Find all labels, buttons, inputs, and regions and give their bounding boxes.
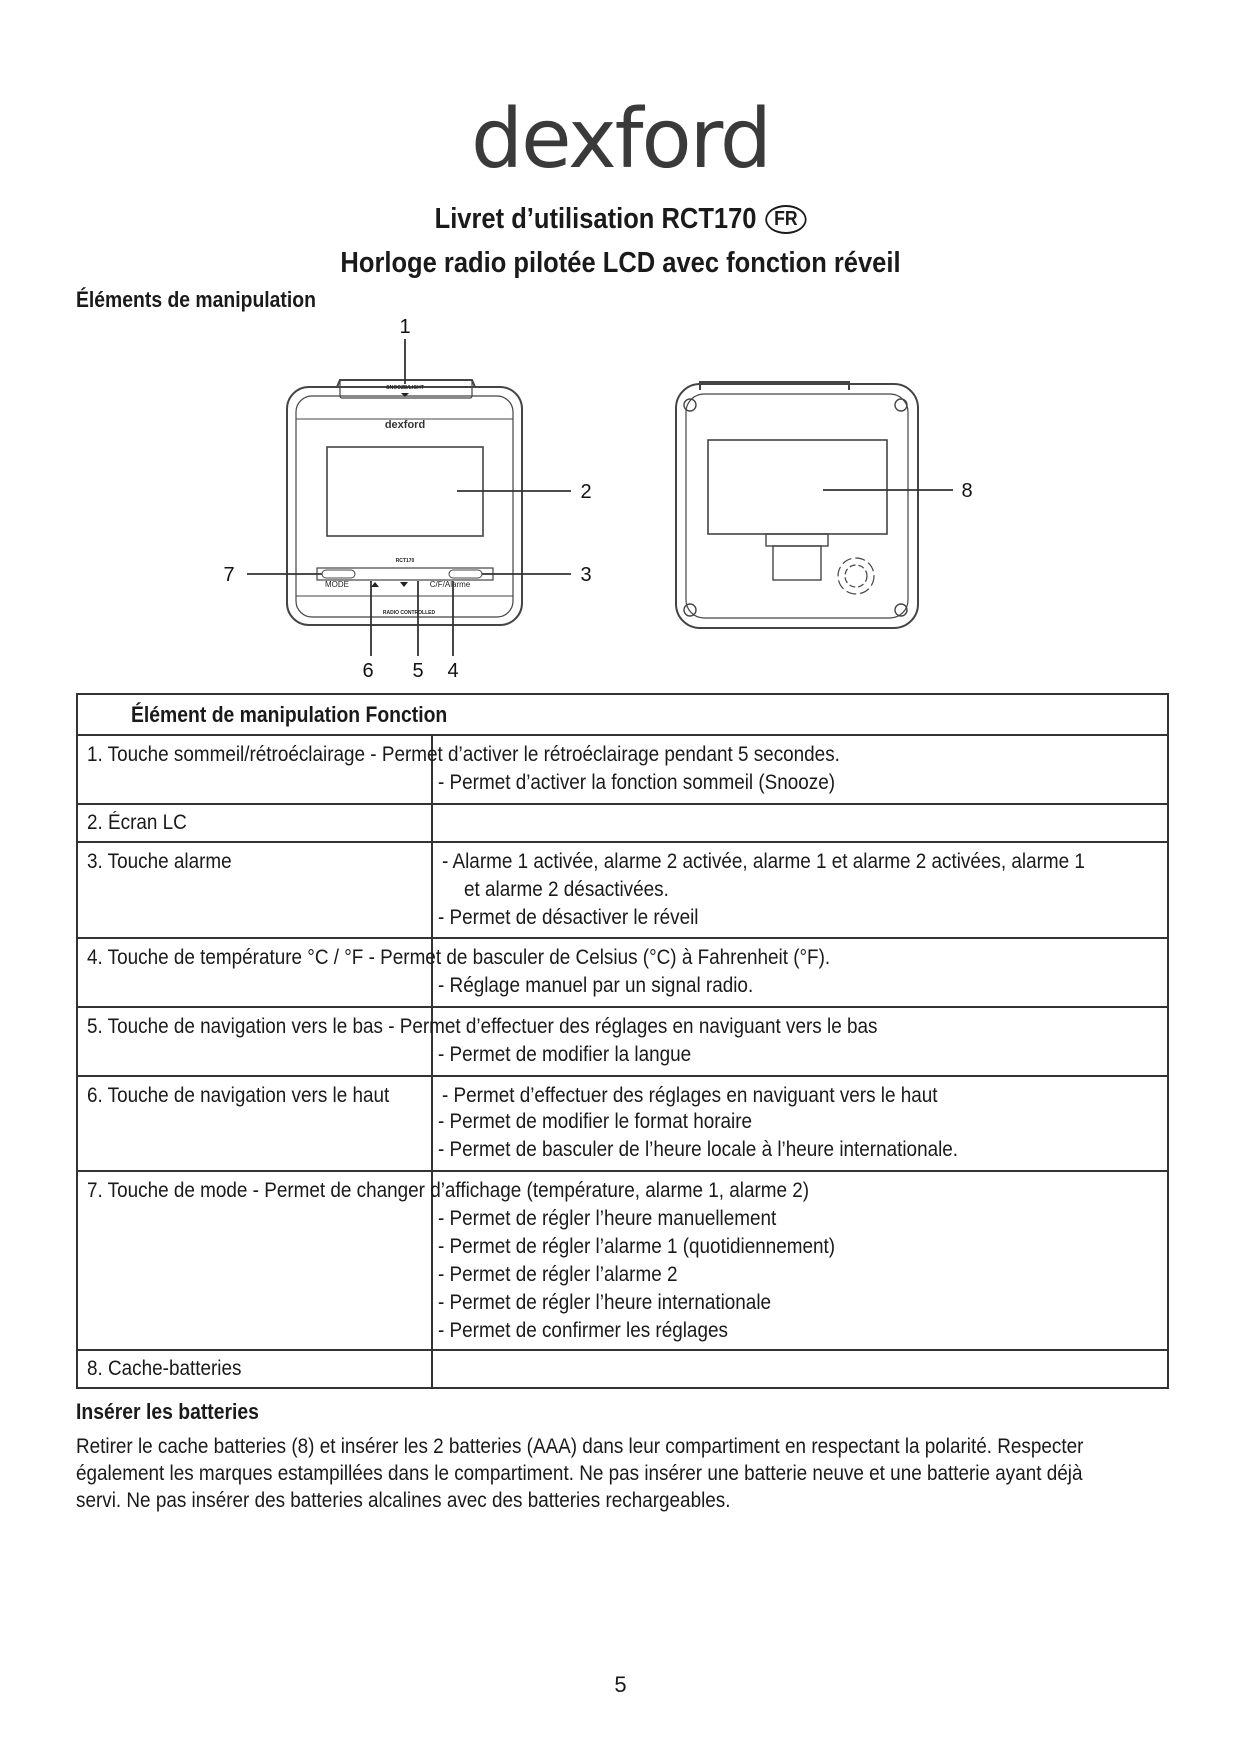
table-row	[77, 1076, 1168, 1171]
row-3-function-3: - Permet de désactiver le réveil	[438, 906, 699, 929]
controls-table	[76, 693, 1169, 1389]
row-1-label: 1. Touche sommeil/rétroéclairage - Permet d’activer le rétroéclairage pendant 5 secondes.	[87, 743, 840, 766]
row-7-function-3: - Permet de régler l’alarme 2	[438, 1263, 678, 1286]
row-3-function-2: et alarme 2 désactivées.	[464, 878, 669, 901]
table-row	[77, 842, 1168, 938]
row-7-function-2: - Permet de régler l’alarme 1 (quotidiennement)	[438, 1235, 836, 1258]
table-row	[77, 1007, 1168, 1076]
row-6-function-2: - Permet de modifier le format horaire	[438, 1110, 753, 1133]
language-badge: FR	[765, 205, 806, 234]
row-5-label: 5. Touche de navigation vers le bas - Permet d’effectuer des réglages en naviguant vers le bas	[87, 1015, 878, 1038]
clock-front-view	[287, 380, 522, 625]
row-5-function: - Permet de modifier la langue	[438, 1043, 692, 1066]
row-6-label: 6. Touche de navigation vers le haut	[87, 1084, 390, 1107]
callout-6: 6	[362, 660, 374, 682]
row-6-function-1: - Permet d’effectuer des réglages en naviguant vers le haut	[442, 1084, 938, 1107]
section-heading-batteries: Insérer les batteries	[76, 1399, 259, 1424]
callout-2: 2	[580, 481, 592, 503]
callout-8: 8	[961, 480, 973, 502]
callout-4: 4	[447, 660, 459, 682]
row-2-label: 2. Écran LC	[87, 811, 187, 834]
row-3-label: 3. Touche alarme	[87, 850, 232, 873]
table-row	[77, 1171, 1168, 1350]
front-brand-label: dexford	[384, 419, 426, 431]
row-7-function-4: - Permet de régler l’heure internationale	[438, 1291, 772, 1314]
table-row	[77, 938, 1168, 1007]
callout-5: 5	[412, 660, 424, 682]
row-1-function: - Permet d’activer la fonction sommeil (Snooze)	[438, 771, 836, 794]
clock-back-view	[676, 382, 918, 628]
table-row	[77, 735, 1168, 804]
row-3-function-1: - Alarme 1 activée, alarme 2 activée, alarme 1 et alarme 2 activées, alarme 1	[442, 850, 1085, 873]
row-8-label: 8. Cache-batteries	[87, 1357, 242, 1380]
front-snooze-label: SNOOZE/LIGHT	[386, 385, 424, 391]
up-arrow-icon	[371, 582, 379, 587]
front-model-label: RCT170	[395, 558, 415, 564]
row-7-function-5: - Permet de confirmer les réglages	[438, 1319, 728, 1342]
row-4-function: - Réglage manuel par un signal radio.	[438, 974, 754, 997]
front-radio-label: RADIO CONTROLLED	[382, 610, 436, 616]
row-7-label: 7. Touche de mode - Permet de changer d’affichage (température, alarme 1, alarme 2)	[87, 1179, 810, 1202]
page-number: 5	[614, 1672, 627, 1697]
callout-7: 7	[223, 564, 235, 586]
clock-diagram	[0, 0, 1241, 690]
dexford-logo: dexford	[471, 92, 770, 187]
product-subtitle: Horloge radio pilotée LCD avec fonction réveil	[340, 247, 901, 279]
table-row	[77, 1350, 1168, 1388]
manual-title-text: Livret d’utilisation RCT170	[434, 203, 757, 235]
batteries-paragraph: Retirer le cache batteries (8) et insérer les 2 batteries (AAA) dans leur compartiment en respectant la polarité. Respecter également les marques estampillées dans le compartiment. Ne pas insérer une batterie neuve et une batterie ayant déjà servi. Ne pas insérer des batteries alcalines avec des batteries rechargeables.	[76, 1435, 1084, 1512]
down-arrow-icon	[400, 582, 408, 587]
table-header-row	[77, 694, 1168, 735]
front-mode-label: MODE	[325, 580, 349, 589]
callout-3: 3	[580, 564, 592, 586]
table-row	[77, 804, 1168, 842]
table-header: Élément de manipulation Fonction	[131, 702, 448, 727]
callout-1: 1	[399, 316, 411, 338]
front-cf-alarm-label: C/F/Alarme	[429, 580, 471, 589]
row-6-function-3: - Permet de basculer de l’heure locale à l’heure internationale.	[438, 1138, 959, 1161]
section-heading-elements: Éléments de manipulation	[76, 287, 316, 312]
row-4-label: 4. Touche de température °C / °F - Permet de basculer de Celsius (°C) à Fahrenheit (°F).	[87, 946, 831, 969]
row-7-function-1: - Permet de régler l’heure manuellement	[438, 1207, 777, 1230]
